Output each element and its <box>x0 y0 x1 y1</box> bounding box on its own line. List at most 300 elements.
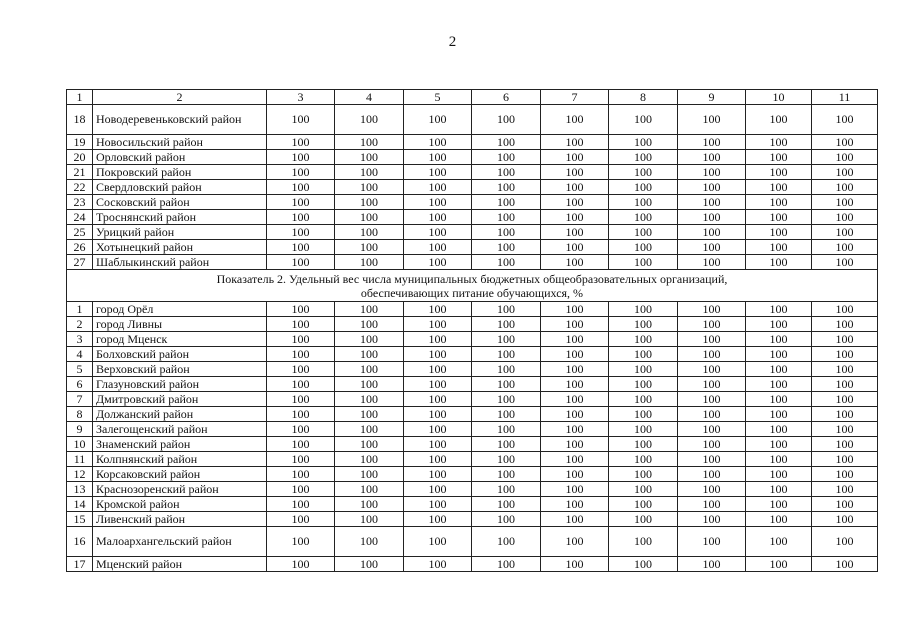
row-number: 24 <box>67 210 93 225</box>
district-name: город Мценск <box>93 332 267 347</box>
value-cell: 100 <box>404 527 472 557</box>
section-title-row <box>67 270 878 302</box>
value-cell: 100 <box>746 317 812 332</box>
value-cell: 100 <box>472 302 541 317</box>
district-name: Залегощенский район <box>93 422 267 437</box>
table-row <box>67 467 878 482</box>
value-cell: 100 <box>472 105 541 135</box>
district-name: Мценский район <box>93 557 267 572</box>
value-cell: 100 <box>541 512 609 527</box>
row-number: 7 <box>67 392 93 407</box>
value-cell: 100 <box>678 377 746 392</box>
table-row <box>67 210 878 225</box>
value-cell: 100 <box>267 347 335 362</box>
value-cell: 100 <box>746 377 812 392</box>
table-row <box>67 255 878 270</box>
value-cell: 100 <box>541 165 609 180</box>
value-cell: 100 <box>678 195 746 210</box>
row-number: 10 <box>67 437 93 452</box>
district-name: город Ливны <box>93 317 267 332</box>
value-cell: 100 <box>335 527 404 557</box>
value-cell: 100 <box>812 240 878 255</box>
value-cell: 100 <box>746 482 812 497</box>
value-cell: 100 <box>335 557 404 572</box>
value-cell: 100 <box>267 497 335 512</box>
table-row <box>67 150 878 165</box>
value-cell: 100 <box>609 105 678 135</box>
value-cell: 100 <box>609 467 678 482</box>
value-cell: 100 <box>541 135 609 150</box>
value-cell: 100 <box>746 422 812 437</box>
value-cell: 100 <box>812 467 878 482</box>
value-cell: 100 <box>404 225 472 240</box>
table-row <box>67 135 878 150</box>
value-cell: 100 <box>541 317 609 332</box>
value-cell: 100 <box>812 135 878 150</box>
value-cell: 100 <box>541 452 609 467</box>
value-cell: 100 <box>404 105 472 135</box>
table-row <box>67 557 878 572</box>
value-cell: 100 <box>541 527 609 557</box>
value-cell: 100 <box>609 482 678 497</box>
value-cell: 100 <box>678 347 746 362</box>
district-name: Малоархангельский район <box>93 527 267 557</box>
value-cell: 100 <box>267 422 335 437</box>
value-cell: 100 <box>404 210 472 225</box>
value-cell: 100 <box>609 497 678 512</box>
value-cell: 100 <box>746 437 812 452</box>
value-cell: 100 <box>609 180 678 195</box>
value-cell: 100 <box>404 392 472 407</box>
value-cell: 100 <box>335 135 404 150</box>
value-cell: 100 <box>267 302 335 317</box>
value-cell: 100 <box>472 210 541 225</box>
value-cell: 100 <box>267 135 335 150</box>
value-cell: 100 <box>678 392 746 407</box>
value-cell: 100 <box>267 527 335 557</box>
value-cell: 100 <box>812 302 878 317</box>
table-body <box>67 90 878 572</box>
value-cell: 100 <box>812 165 878 180</box>
value-cell: 100 <box>267 332 335 347</box>
value-cell: 100 <box>609 302 678 317</box>
value-cell: 100 <box>678 452 746 467</box>
indicator-table <box>66 89 878 572</box>
value-cell: 100 <box>267 210 335 225</box>
value-cell: 100 <box>335 165 404 180</box>
value-cell: 100 <box>678 407 746 422</box>
row-number: 20 <box>67 150 93 165</box>
value-cell: 100 <box>746 452 812 467</box>
district-name: Ливенский район <box>93 512 267 527</box>
table-row <box>67 482 878 497</box>
table-row <box>67 302 878 317</box>
district-name: Троснянский район <box>93 210 267 225</box>
row-number: 6 <box>67 377 93 392</box>
value-cell: 100 <box>746 467 812 482</box>
value-cell: 100 <box>541 240 609 255</box>
value-cell: 100 <box>609 512 678 527</box>
value-cell: 100 <box>472 422 541 437</box>
page-number: 2 <box>448 34 457 50</box>
value-cell: 100 <box>472 497 541 512</box>
table-row <box>67 407 878 422</box>
value-cell: 100 <box>472 195 541 210</box>
value-cell: 100 <box>812 497 878 512</box>
value-cell: 100 <box>335 240 404 255</box>
value-cell: 100 <box>472 362 541 377</box>
value-cell: 100 <box>335 437 404 452</box>
value-cell: 100 <box>404 467 472 482</box>
value-cell: 100 <box>609 195 678 210</box>
row-number: 3 <box>67 332 93 347</box>
row-number: 8 <box>67 407 93 422</box>
table-row <box>67 362 878 377</box>
value-cell: 100 <box>812 347 878 362</box>
row-number: 17 <box>67 557 93 572</box>
value-cell: 100 <box>541 302 609 317</box>
district-name: Глазуновский район <box>93 377 267 392</box>
value-cell: 100 <box>609 317 678 332</box>
value-cell: 100 <box>472 317 541 332</box>
value-cell: 100 <box>404 512 472 527</box>
table-row <box>67 195 878 210</box>
value-cell: 100 <box>472 557 541 572</box>
table-row <box>67 105 878 135</box>
district-name: Новосильский район <box>93 135 267 150</box>
district-name: Хотынецкий район <box>93 240 267 255</box>
value-cell: 100 <box>541 195 609 210</box>
value-cell: 100 <box>609 557 678 572</box>
value-cell: 100 <box>746 195 812 210</box>
value-cell: 100 <box>472 180 541 195</box>
table-row <box>67 437 878 452</box>
table-row <box>67 225 878 240</box>
value-cell: 100 <box>335 302 404 317</box>
row-number: 27 <box>67 255 93 270</box>
value-cell: 100 <box>812 317 878 332</box>
value-cell: 100 <box>609 377 678 392</box>
value-cell: 100 <box>404 437 472 452</box>
value-cell: 100 <box>404 332 472 347</box>
value-cell: 100 <box>678 210 746 225</box>
value-cell: 100 <box>472 512 541 527</box>
value-cell: 100 <box>812 377 878 392</box>
value-cell: 100 <box>812 105 878 135</box>
value-cell: 100 <box>678 527 746 557</box>
value-cell: 100 <box>609 452 678 467</box>
value-cell: 100 <box>541 377 609 392</box>
value-cell: 100 <box>812 255 878 270</box>
column-number-1: 1 <box>67 90 93 105</box>
table-row <box>67 377 878 392</box>
district-name: Кромской район <box>93 497 267 512</box>
district-name: Краснозоренский район <box>93 482 267 497</box>
value-cell: 100 <box>541 422 609 437</box>
column-number-9: 9 <box>678 90 746 105</box>
value-cell: 100 <box>404 347 472 362</box>
value-cell: 100 <box>404 165 472 180</box>
value-cell: 100 <box>472 437 541 452</box>
column-number-10: 10 <box>746 90 812 105</box>
value-cell: 100 <box>267 452 335 467</box>
row-number: 9 <box>67 422 93 437</box>
value-cell: 100 <box>335 452 404 467</box>
district-name: Сосковский район <box>93 195 267 210</box>
column-number-3: 3 <box>267 90 335 105</box>
section-title-line-1: Показатель 2. Удельный вес числа муниципальных бюджетных общеобразовательных организаций, <box>216 271 728 286</box>
row-number: 11 <box>67 452 93 467</box>
value-cell: 100 <box>678 105 746 135</box>
value-cell: 100 <box>335 467 404 482</box>
value-cell: 100 <box>404 302 472 317</box>
value-cell: 100 <box>267 407 335 422</box>
value-cell: 100 <box>609 437 678 452</box>
column-number-5: 5 <box>404 90 472 105</box>
row-number: 19 <box>67 135 93 150</box>
column-number-7: 7 <box>541 90 609 105</box>
value-cell: 100 <box>267 317 335 332</box>
column-number-6: 6 <box>472 90 541 105</box>
district-name: Новодеревеньковский район <box>93 105 267 135</box>
value-cell: 100 <box>404 377 472 392</box>
value-cell: 100 <box>267 255 335 270</box>
value-cell: 100 <box>472 452 541 467</box>
value-cell: 100 <box>812 422 878 437</box>
value-cell: 100 <box>404 452 472 467</box>
value-cell: 100 <box>267 105 335 135</box>
value-cell: 100 <box>678 225 746 240</box>
row-number: 21 <box>67 165 93 180</box>
value-cell: 100 <box>812 527 878 557</box>
value-cell: 100 <box>746 512 812 527</box>
value-cell: 100 <box>335 422 404 437</box>
value-cell: 100 <box>678 497 746 512</box>
value-cell: 100 <box>541 332 609 347</box>
row-number: 23 <box>67 195 93 210</box>
value-cell: 100 <box>678 557 746 572</box>
district-name: Верховский район <box>93 362 267 377</box>
value-cell: 100 <box>609 407 678 422</box>
value-cell: 100 <box>335 195 404 210</box>
value-cell: 100 <box>404 135 472 150</box>
value-cell: 100 <box>267 512 335 527</box>
value-cell: 100 <box>746 105 812 135</box>
value-cell: 100 <box>812 557 878 572</box>
district-name: Должанский район <box>93 407 267 422</box>
value-cell: 100 <box>678 482 746 497</box>
value-cell: 100 <box>746 302 812 317</box>
value-cell: 100 <box>746 557 812 572</box>
value-cell: 100 <box>609 347 678 362</box>
value-cell: 100 <box>746 347 812 362</box>
value-cell: 100 <box>472 150 541 165</box>
value-cell: 100 <box>746 180 812 195</box>
value-cell: 100 <box>678 135 746 150</box>
value-cell: 100 <box>472 240 541 255</box>
value-cell: 100 <box>609 210 678 225</box>
district-name: Шаблыкинский район <box>93 255 267 270</box>
section-title <box>67 270 878 302</box>
value-cell: 100 <box>267 377 335 392</box>
value-cell: 100 <box>472 407 541 422</box>
value-cell: 100 <box>267 467 335 482</box>
value-cell: 100 <box>267 437 335 452</box>
value-cell: 100 <box>267 362 335 377</box>
value-cell: 100 <box>746 255 812 270</box>
table-row <box>67 180 878 195</box>
value-cell: 100 <box>812 225 878 240</box>
district-name: Урицкий район <box>93 225 267 240</box>
column-number-11: 11 <box>812 90 878 105</box>
row-number: 14 <box>67 497 93 512</box>
district-name: Дмитровский район <box>93 392 267 407</box>
column-number-8: 8 <box>609 90 678 105</box>
value-cell: 100 <box>609 165 678 180</box>
value-cell: 100 <box>746 527 812 557</box>
value-cell: 100 <box>746 332 812 347</box>
value-cell: 100 <box>472 135 541 150</box>
district-name: Корсаковский район <box>93 467 267 482</box>
row-number: 2 <box>67 317 93 332</box>
district-name: Знаменский район <box>93 437 267 452</box>
value-cell: 100 <box>267 557 335 572</box>
row-number: 12 <box>67 467 93 482</box>
value-cell: 100 <box>812 407 878 422</box>
district-name: Болховский район <box>93 347 267 362</box>
value-cell: 100 <box>812 210 878 225</box>
section-title-line-2: обеспечивающих питание обучающихся, % <box>360 285 584 300</box>
row-number: 25 <box>67 225 93 240</box>
value-cell: 100 <box>541 255 609 270</box>
value-cell: 100 <box>609 255 678 270</box>
value-cell: 100 <box>335 150 404 165</box>
row-number: 13 <box>67 482 93 497</box>
value-cell: 100 <box>404 362 472 377</box>
value-cell: 100 <box>472 165 541 180</box>
district-name: Свердловский район <box>93 180 267 195</box>
value-cell: 100 <box>609 527 678 557</box>
table-row <box>67 422 878 437</box>
value-cell: 100 <box>746 210 812 225</box>
value-cell: 100 <box>472 255 541 270</box>
table-row <box>67 332 878 347</box>
value-cell: 100 <box>678 302 746 317</box>
value-cell: 100 <box>812 180 878 195</box>
value-cell: 100 <box>267 482 335 497</box>
header-row <box>67 90 878 105</box>
value-cell: 100 <box>678 332 746 347</box>
value-cell: 100 <box>609 135 678 150</box>
value-cell: 100 <box>609 422 678 437</box>
value-cell: 100 <box>678 150 746 165</box>
value-cell: 100 <box>472 332 541 347</box>
value-cell: 100 <box>541 407 609 422</box>
value-cell: 100 <box>472 225 541 240</box>
value-cell: 100 <box>541 210 609 225</box>
value-cell: 100 <box>678 512 746 527</box>
table-row <box>67 317 878 332</box>
value-cell: 100 <box>404 497 472 512</box>
table-row <box>67 527 878 557</box>
row-number: 16 <box>67 527 93 557</box>
value-cell: 100 <box>541 467 609 482</box>
value-cell: 100 <box>335 105 404 135</box>
value-cell: 100 <box>335 332 404 347</box>
value-cell: 100 <box>267 180 335 195</box>
value-cell: 100 <box>267 225 335 240</box>
value-cell: 100 <box>335 482 404 497</box>
value-cell: 100 <box>746 225 812 240</box>
column-number-4: 4 <box>335 90 404 105</box>
value-cell: 100 <box>472 482 541 497</box>
value-cell: 100 <box>404 255 472 270</box>
value-cell: 100 <box>812 452 878 467</box>
value-cell: 100 <box>472 377 541 392</box>
value-cell: 100 <box>541 105 609 135</box>
value-cell: 100 <box>541 437 609 452</box>
value-cell: 100 <box>541 180 609 195</box>
value-cell: 100 <box>335 347 404 362</box>
value-cell: 100 <box>678 180 746 195</box>
table-row <box>67 165 878 180</box>
district-name: город Орёл <box>93 302 267 317</box>
value-cell: 100 <box>609 392 678 407</box>
value-cell: 100 <box>541 557 609 572</box>
value-cell: 100 <box>678 362 746 377</box>
district-name: Покровский район <box>93 165 267 180</box>
value-cell: 100 <box>746 240 812 255</box>
value-cell: 100 <box>335 392 404 407</box>
value-cell: 100 <box>404 240 472 255</box>
value-cell: 100 <box>746 497 812 512</box>
value-cell: 100 <box>609 362 678 377</box>
value-cell: 100 <box>472 347 541 362</box>
value-cell: 100 <box>541 225 609 240</box>
value-cell: 100 <box>746 150 812 165</box>
district-name: Орловский район <box>93 150 267 165</box>
column-number-2: 2 <box>93 90 267 105</box>
value-cell: 100 <box>746 392 812 407</box>
value-cell: 100 <box>404 407 472 422</box>
value-cell: 100 <box>812 482 878 497</box>
value-cell: 100 <box>472 527 541 557</box>
value-cell: 100 <box>541 482 609 497</box>
value-cell: 100 <box>335 210 404 225</box>
row-number: 22 <box>67 180 93 195</box>
value-cell: 100 <box>746 165 812 180</box>
value-cell: 100 <box>335 377 404 392</box>
row-number: 26 <box>67 240 93 255</box>
value-cell: 100 <box>678 165 746 180</box>
value-cell: 100 <box>609 240 678 255</box>
value-cell: 100 <box>267 240 335 255</box>
value-cell: 100 <box>541 392 609 407</box>
value-cell: 100 <box>812 362 878 377</box>
value-cell: 100 <box>404 557 472 572</box>
district-name: Колпнянский район <box>93 452 267 467</box>
value-cell: 100 <box>678 437 746 452</box>
value-cell: 100 <box>267 392 335 407</box>
value-cell: 100 <box>404 317 472 332</box>
value-cell: 100 <box>609 150 678 165</box>
value-cell: 100 <box>267 150 335 165</box>
value-cell: 100 <box>472 392 541 407</box>
value-cell: 100 <box>812 195 878 210</box>
value-cell: 100 <box>472 467 541 482</box>
table-row <box>67 497 878 512</box>
value-cell: 100 <box>335 497 404 512</box>
